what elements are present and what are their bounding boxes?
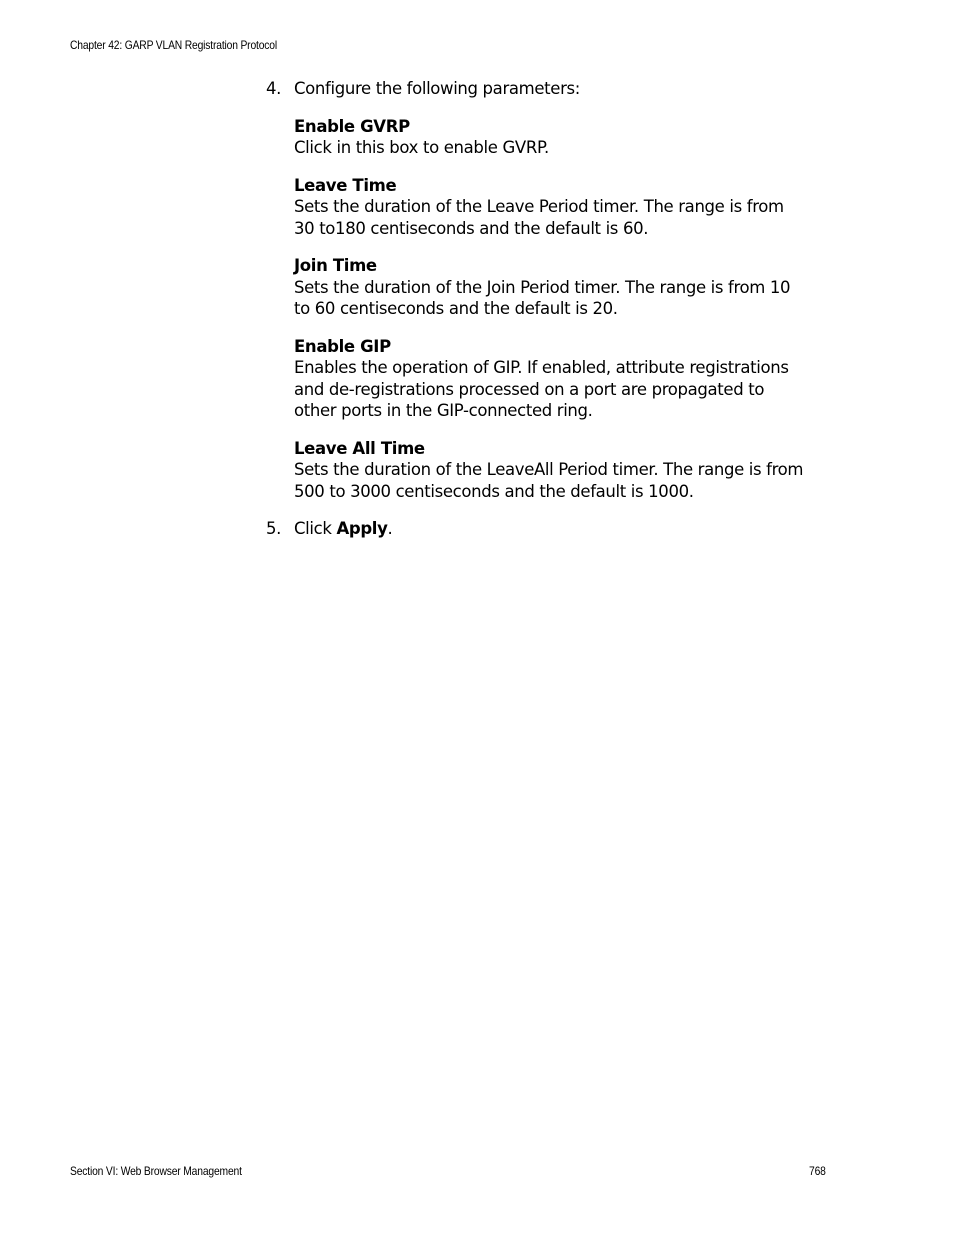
document-body bbox=[266, 78, 806, 540]
running-footer: Section VI: Web Browser Management bbox=[70, 1164, 242, 1178]
parameter-description: Enables the operation of GIP. If enabled, attribute registrations and de-registrations processed on a port are propagated to other ports in the GIP-connected ring. bbox=[294, 358, 789, 420]
running-header: Chapter 42: GARP VLAN Registration Protocol bbox=[70, 38, 277, 52]
parameter-list bbox=[294, 116, 806, 503]
step-text: Configure the following parameters: bbox=[294, 79, 580, 98]
parameter-name: Leave Time bbox=[294, 175, 397, 195]
apply-label: Apply bbox=[336, 519, 388, 538]
step-number: 4. bbox=[266, 79, 282, 98]
step-5 bbox=[266, 518, 806, 540]
parameter-description: Sets the duration of the Leave Period timer. The range is from 30 to180 centiseconds and the default is 60. bbox=[294, 197, 784, 238]
step-text-suffix: . bbox=[387, 519, 393, 538]
parameter-join-time bbox=[294, 255, 806, 320]
parameter-description: Sets the duration of the Join Period timer. The range is from 10 to 60 centiseconds and the default is 20. bbox=[294, 277, 791, 318]
step-4 bbox=[266, 78, 806, 100]
parameter-name: Join Time bbox=[294, 256, 377, 275]
parameter-description: Click in this box to enable GVRP. bbox=[294, 138, 549, 157]
step-text bbox=[294, 518, 392, 540]
parameter-leave-all-time bbox=[294, 438, 806, 503]
page-number: 768 bbox=[809, 1164, 826, 1178]
step-text-prefix: Click bbox=[294, 519, 337, 538]
parameter-description: Sets the duration of the LeaveAll Period timer. The range is from 500 to 3000 centiseconds and the default is 1000. bbox=[294, 460, 804, 501]
parameter-name: Enable GIP bbox=[294, 336, 391, 356]
parameter-name: Enable GVRP bbox=[294, 116, 410, 136]
step-number: 5. bbox=[266, 519, 282, 538]
parameter-leave-time bbox=[294, 175, 806, 240]
parameter-enable-gvrp bbox=[294, 116, 806, 159]
parameter-enable-gip bbox=[294, 336, 806, 422]
parameter-name: Leave All Time bbox=[294, 438, 425, 458]
